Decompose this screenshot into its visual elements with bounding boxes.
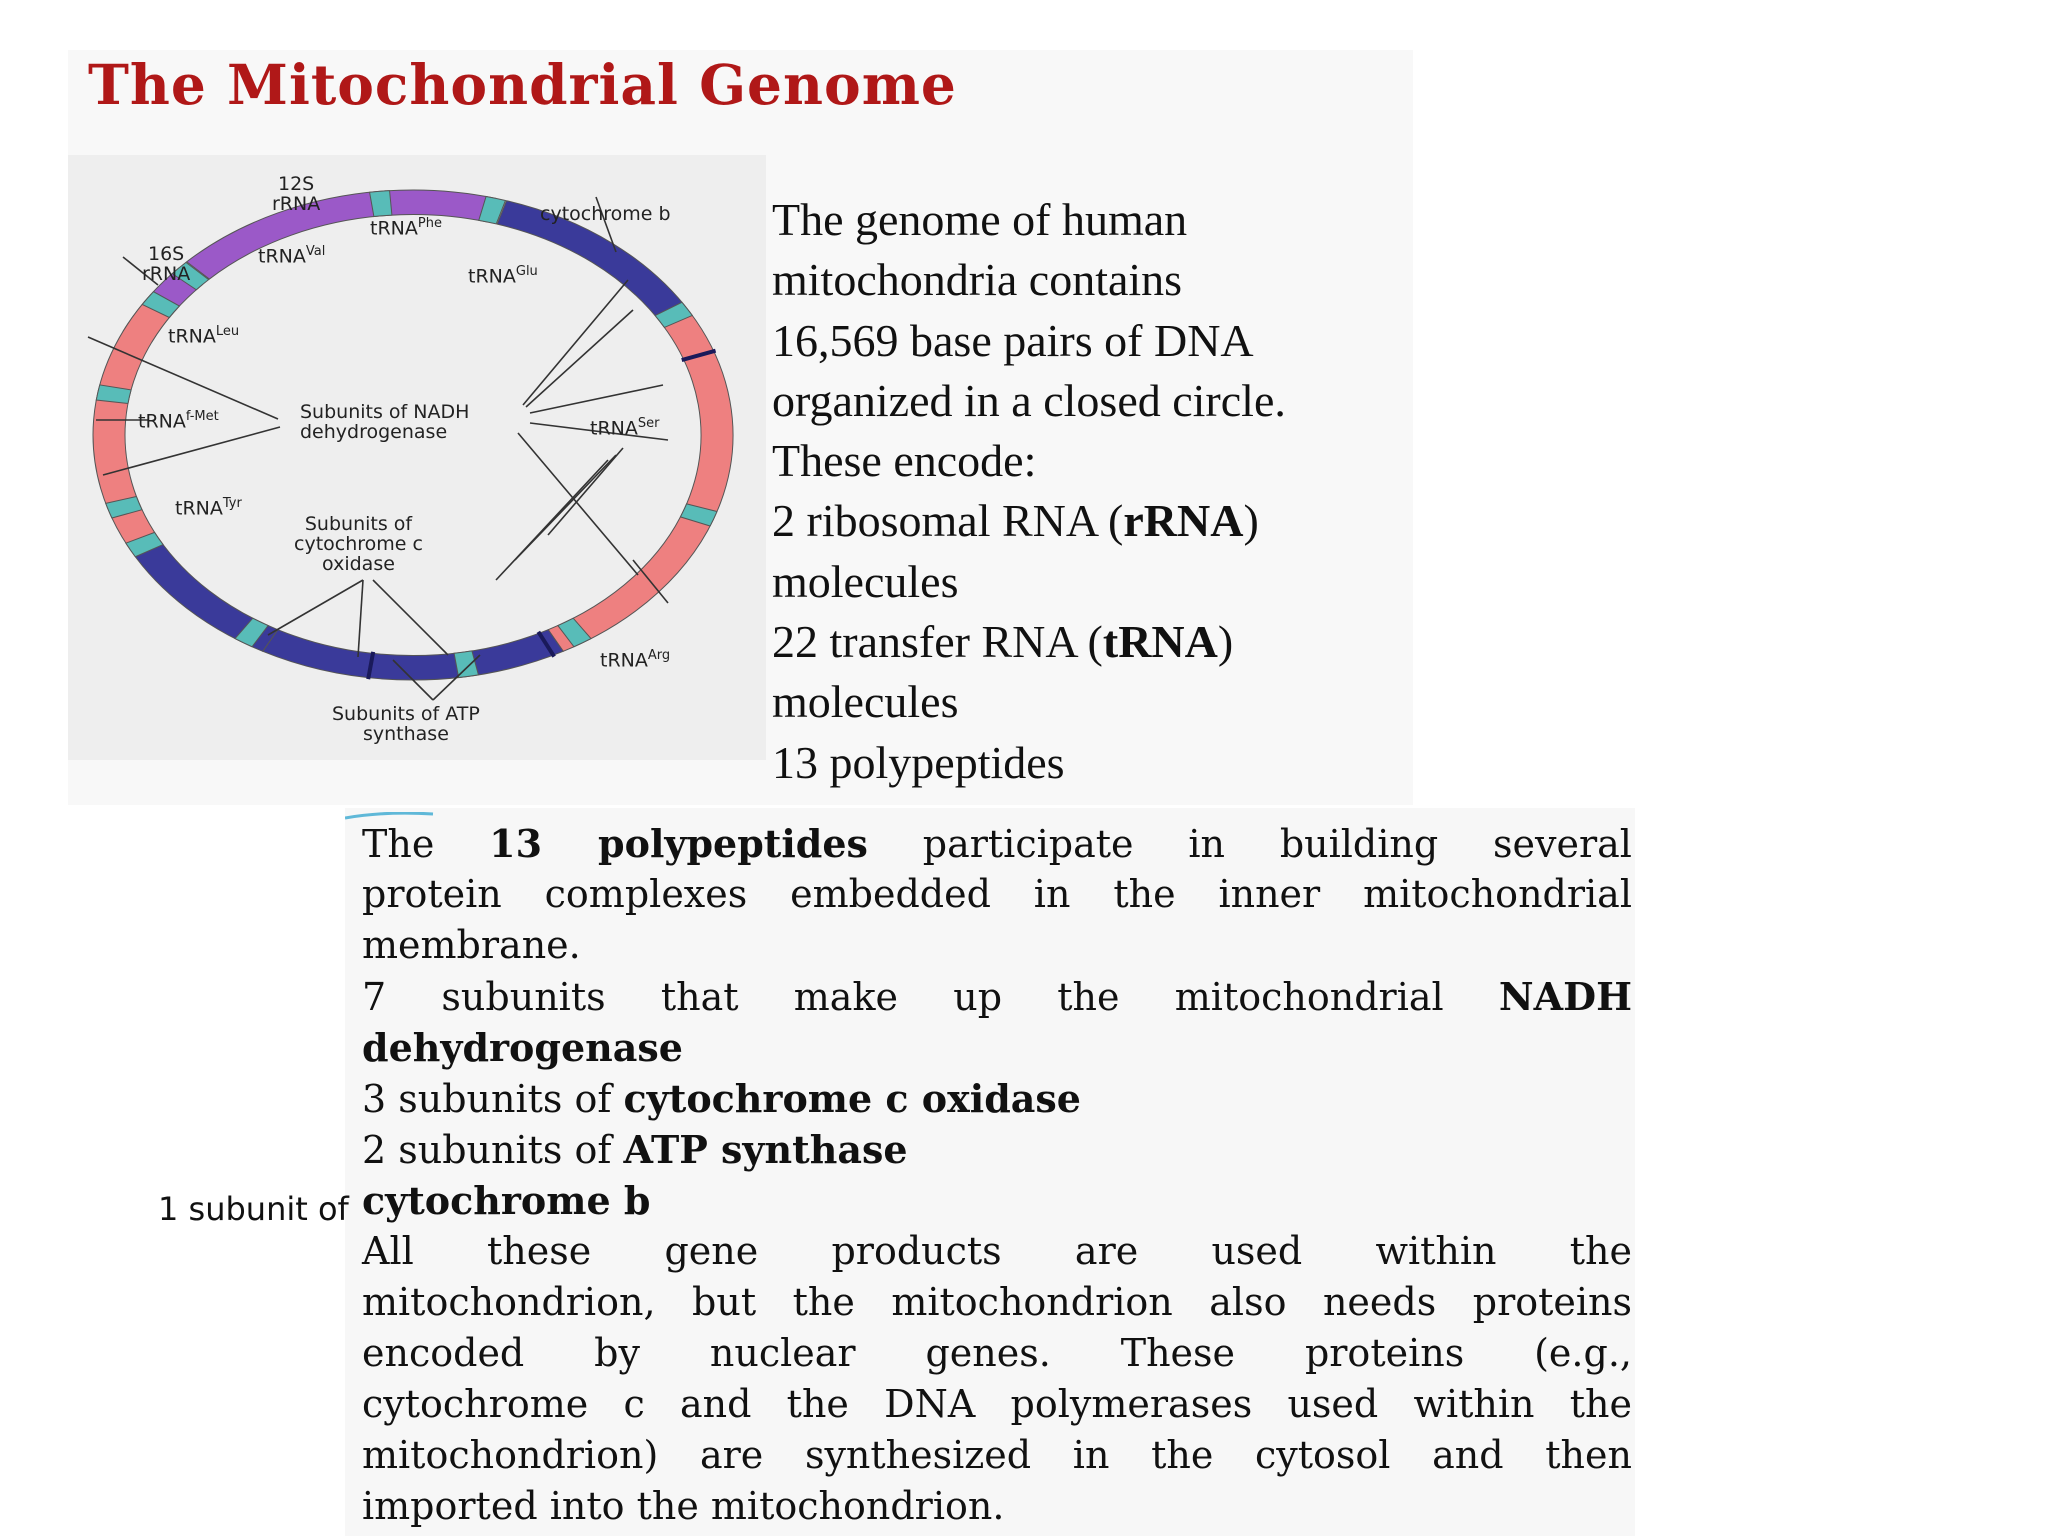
nadh-line2: dehydrogenase xyxy=(300,420,448,443)
detail-line xyxy=(362,1175,1632,1226)
trna-text: tRNA xyxy=(138,410,186,433)
intro-line: The genome of human xyxy=(772,194,1188,245)
intro-line-rrna xyxy=(772,491,1412,551)
intro-line: 13 polypeptides xyxy=(772,736,1065,788)
label-cytochrome-b: cytochrome b xyxy=(540,203,671,225)
detail-line: membrane. xyxy=(362,923,581,967)
phe-superscript: Phe xyxy=(417,216,442,231)
bold-term: NADH xyxy=(1498,974,1632,1019)
detail-line: mitochondrion, but the mitochondrion also needs proteins xyxy=(362,1280,1632,1324)
trna-band xyxy=(370,191,392,217)
detail-line xyxy=(362,818,1632,869)
detail-line xyxy=(362,1073,1632,1124)
text: 22 transfer RNA ( xyxy=(772,616,1103,668)
trna-text: tRNA xyxy=(600,649,648,672)
label-16s-rrna xyxy=(142,245,190,285)
label-trna-arg xyxy=(600,649,670,671)
trna-text: tRNA xyxy=(370,217,418,240)
label-cox-subunits xyxy=(294,515,423,575)
intro-line: molecules xyxy=(772,676,959,728)
intro-text xyxy=(772,190,1412,793)
cox-line1: Subunits of xyxy=(304,513,413,535)
trna-text: tRNA xyxy=(258,245,306,268)
glu-superscript: Glu xyxy=(515,264,538,279)
detail-line xyxy=(362,971,1632,1022)
bold-term: rRNA xyxy=(1123,495,1244,547)
detail-line: protein complexes embedded in the inner mitochondrial xyxy=(362,872,1632,916)
label-trna-fmet xyxy=(138,410,219,432)
cox-line3: oxidase xyxy=(322,552,395,575)
nadh-segment xyxy=(548,313,733,652)
text: 2 subunits of xyxy=(362,1128,612,1172)
intro-line-trna xyxy=(772,612,1412,672)
page-title: The Mitochondrial Genome xyxy=(88,52,957,117)
detail-line: All these gene products are used within the xyxy=(362,1229,1632,1273)
tyr-superscript: Tyr xyxy=(222,496,242,511)
label-trna-ser xyxy=(590,417,659,439)
cox-line2: cytochrome c xyxy=(294,532,423,555)
detail-line: cytochrome c and the DNA polymerases used within the xyxy=(362,1382,1632,1426)
mitochondrial-genome-diagram xyxy=(68,155,766,760)
val-superscript: Val xyxy=(305,244,326,259)
label-trna-phe xyxy=(370,217,442,239)
label-16s-line1: 16S xyxy=(147,243,185,265)
intro-line: organized in a closed circle. xyxy=(772,374,1286,426)
detail-line: encoded by nuclear genes. These proteins (e.g., xyxy=(362,1331,1632,1375)
bold-term: tRNA xyxy=(1102,616,1218,668)
intro-line: These encode: xyxy=(772,435,1037,487)
cox-segment xyxy=(263,630,563,680)
fmet-superscript: f-Met xyxy=(185,409,219,424)
bold-term: dehydrogenase xyxy=(362,1025,683,1070)
text: participate in building several xyxy=(922,822,1632,866)
trna-text: tRNA xyxy=(175,497,223,520)
text: ) xyxy=(1243,495,1259,547)
bold-term: ATP synthase xyxy=(623,1127,908,1172)
atp-line1: Subunits of ATP xyxy=(332,703,480,725)
intro-line: mitochondria contains xyxy=(772,254,1183,306)
detail-line xyxy=(362,1124,1632,1175)
ser-superscript: Ser xyxy=(637,416,660,431)
label-12s-line1: 12S xyxy=(277,173,315,195)
label-trna-leu xyxy=(168,325,239,347)
detail-text xyxy=(362,818,1632,1532)
detail-line xyxy=(362,1022,1632,1073)
text: The xyxy=(362,822,435,866)
detail-line: mitochondrion) are synthesized in the cytosol and then xyxy=(362,1433,1632,1477)
label-trna-glu xyxy=(468,265,538,287)
trna-text: tRNA xyxy=(168,325,216,348)
text: 2 ribosomal RNA ( xyxy=(772,495,1124,547)
trna-text: tRNA xyxy=(468,265,516,288)
bold-term: cytochrome b xyxy=(362,1178,651,1223)
label-trna-tyr xyxy=(175,497,242,519)
atp-line2: synthase xyxy=(362,722,449,745)
nadh-line1: Subunits of NADH xyxy=(300,401,470,423)
label-12s-rrna xyxy=(272,175,320,215)
label-nadh-subunits xyxy=(300,403,469,443)
bold-term: cytochrome c oxidase xyxy=(623,1076,1081,1121)
trna-text: tRNA xyxy=(590,417,638,440)
bold-term: 13 polypeptides xyxy=(489,821,868,866)
text: 7 subunits that make up the mitochondrial xyxy=(362,975,1444,1019)
detail-line: imported into the mitochondrion. xyxy=(362,1484,1005,1528)
side-note: 1 subunit of xyxy=(158,1190,349,1228)
intro-line: 16,569 base pairs of DNA xyxy=(772,314,1254,366)
intro-line: molecules xyxy=(772,555,959,607)
text: 3 subunits of xyxy=(362,1077,612,1121)
leu-superscript: Leu xyxy=(215,324,240,339)
label-12s-line2: rRNA xyxy=(272,192,321,215)
arg-superscript: Arg xyxy=(647,648,671,663)
label-16s-line2: rRNA xyxy=(142,262,191,285)
label-trna-val xyxy=(258,245,325,267)
label-atp-subunits xyxy=(332,705,480,745)
text: ) xyxy=(1217,616,1234,668)
